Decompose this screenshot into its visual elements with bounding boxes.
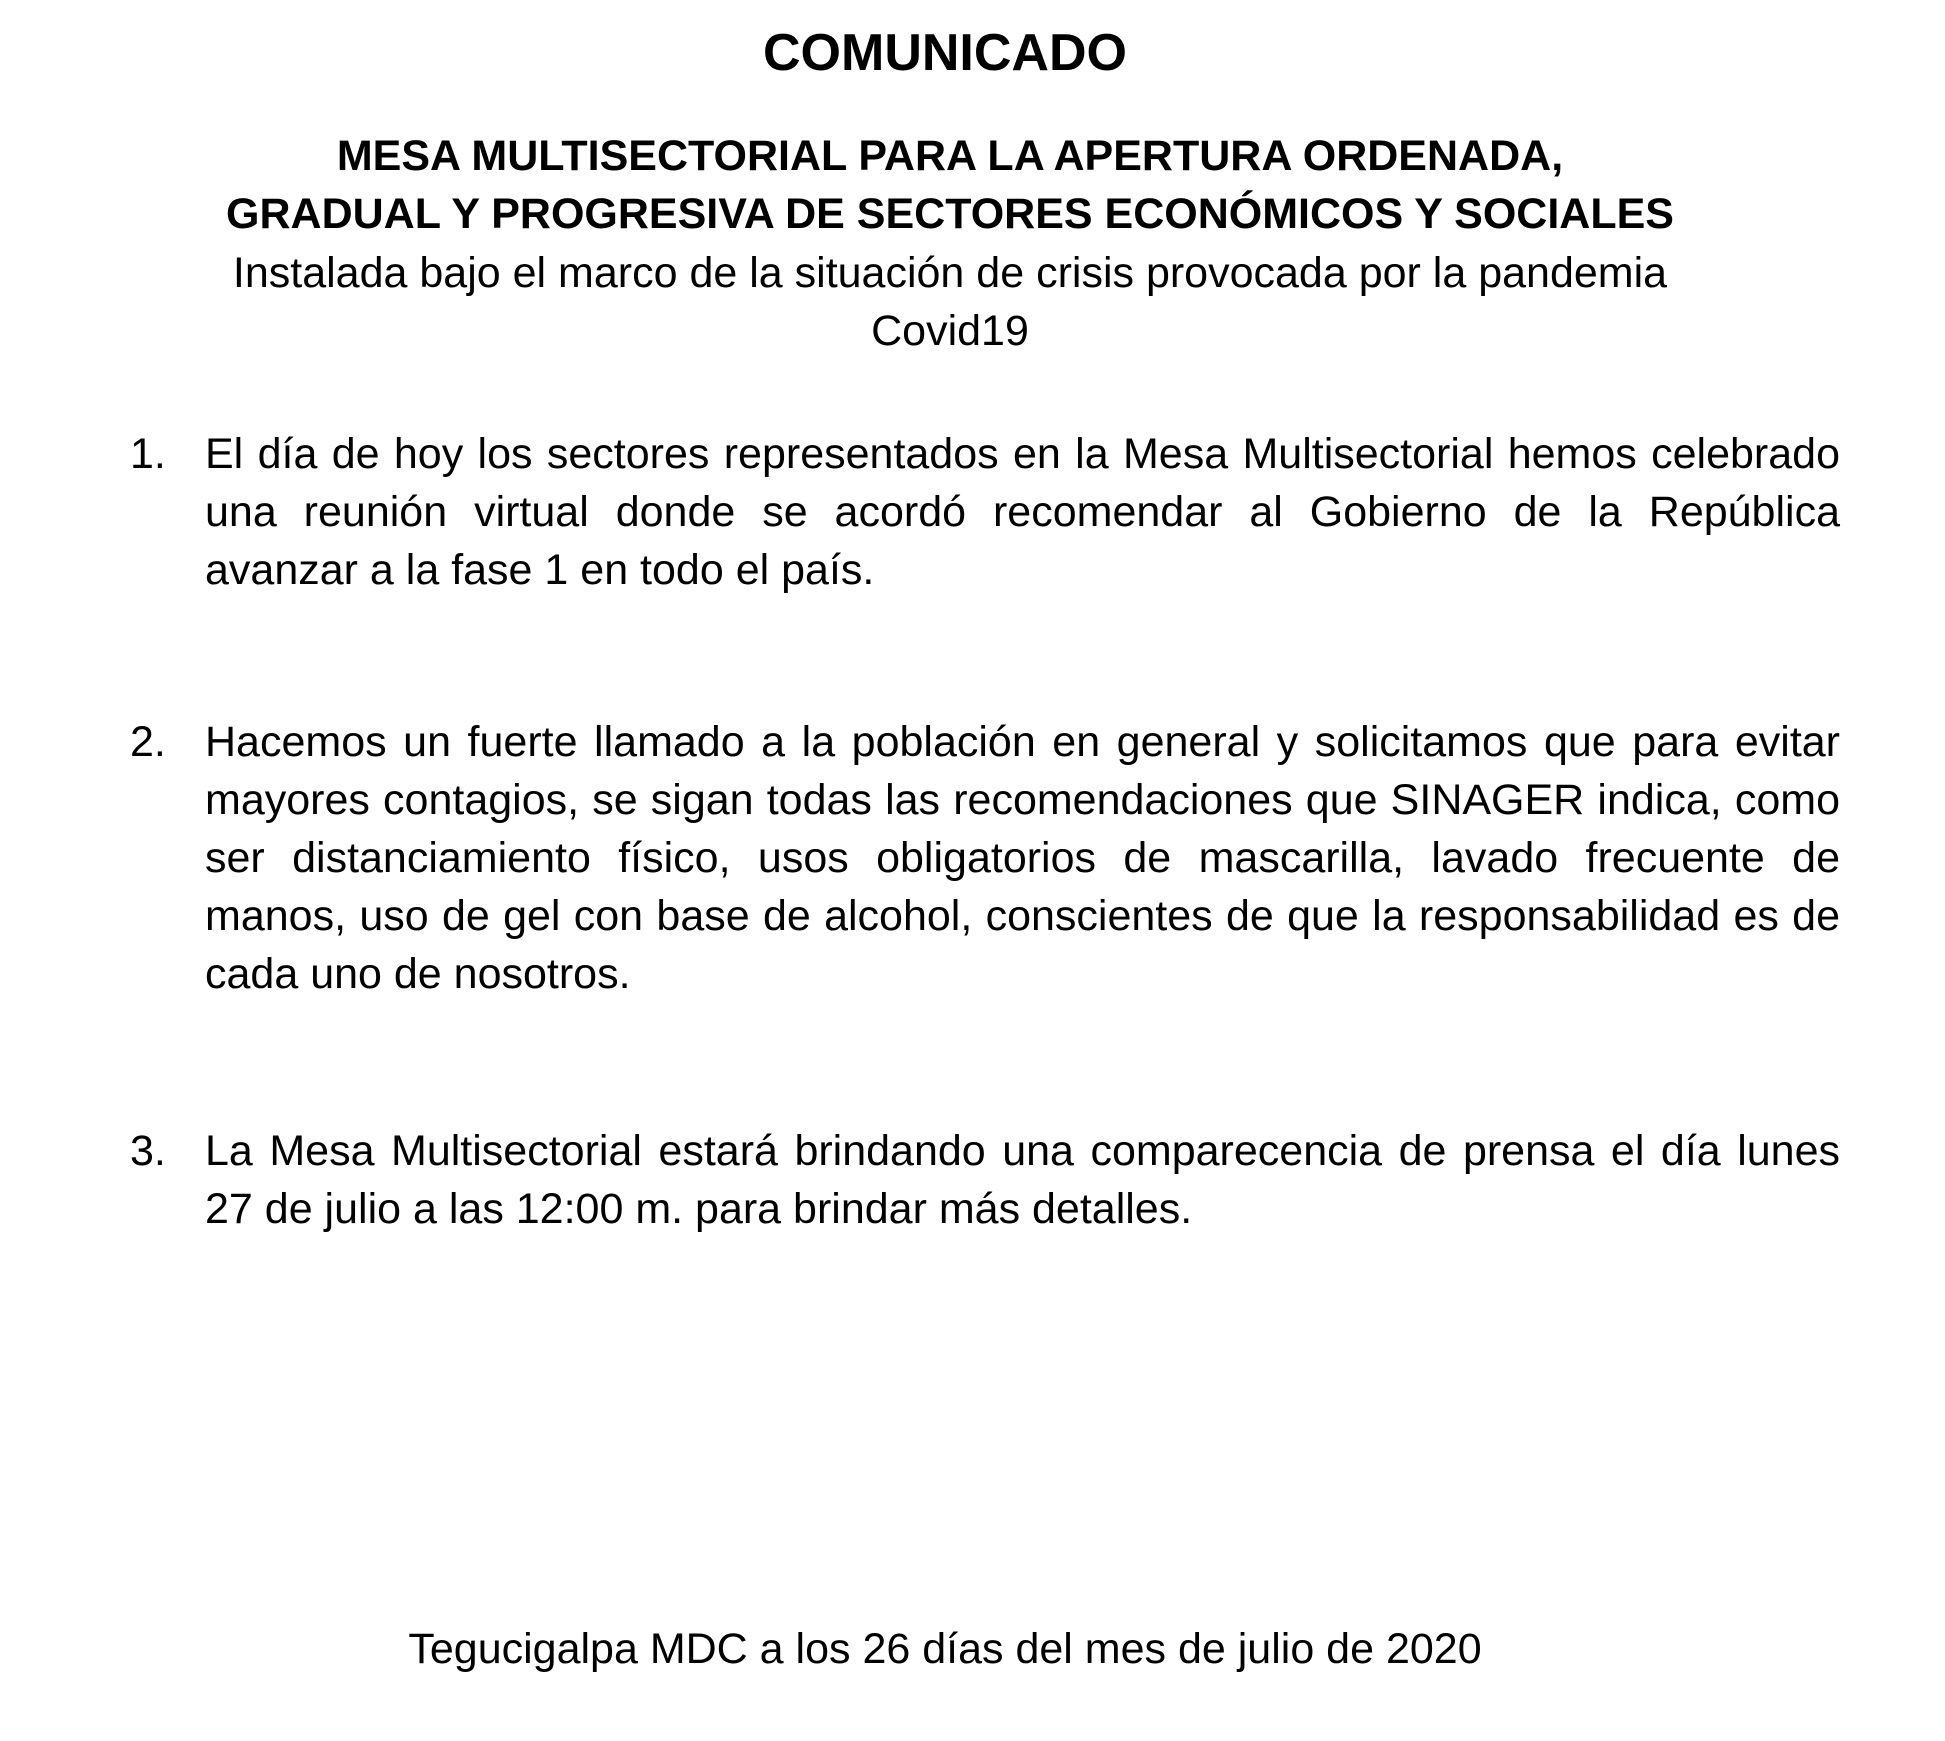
list-item-number: 3.: [130, 1127, 166, 1175]
intro-line-1: Instalada bajo el marco de la situación de crisis provocada por la pandemia: [232, 249, 1668, 297]
list-item-number: 1.: [130, 430, 166, 478]
subtitle-line-1: MESA MULTISECTORIAL PARA LA APERTURA ORDENADA,: [336, 132, 1564, 180]
list-item-text: Hacemos un fuerte llamado a la población en general y solicitamos que para evitar mayores contagios, se sigan todas las recomendaciones que SINAGER indica, como ser distanciamiento físico, usos obligatorios de mascarilla, lavado frecuente de manos, uso de gel con base de alcohol, conscientes de que la responsabilidad es de cada uno de nosotros.: [205, 718, 1840, 998]
list-item-text: El día de hoy los sectores representados en la Mesa Multisectorial hemos celebrado una reunión virtual donde se acordó recomendar al Gobierno de la República avanzar a la fase 1 en todo el país.: [205, 430, 1840, 594]
list-item-number: 2.: [130, 718, 166, 766]
document-footer-date: Tegucigalpa MDC a los 26 días del mes de julio de 2020: [408, 1625, 1482, 1673]
document-title: COMUNICADO: [763, 24, 1127, 82]
intro-line-2: Covid19: [871, 307, 1029, 355]
subtitle-line-2: GRADUAL Y PROGRESIVA DE SECTORES ECONÓMICOS Y SOCIALES: [226, 190, 1674, 238]
list-item-text: La Mesa Multisectorial estará brindando una comparecencia de prensa el día lunes 27 de julio a las 12:00 m. para brindar más detalles.: [205, 1127, 1840, 1233]
